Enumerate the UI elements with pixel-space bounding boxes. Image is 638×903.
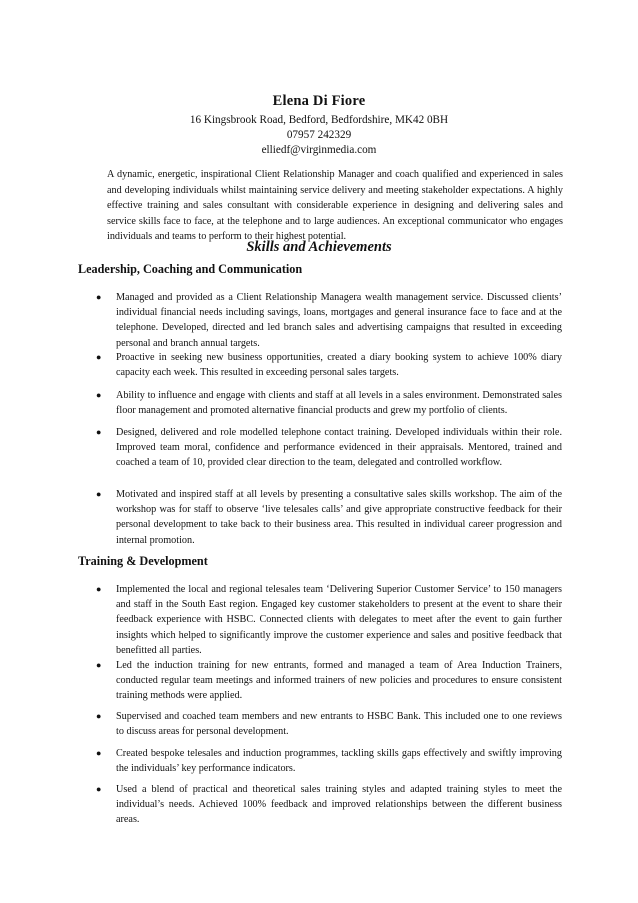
list-item xyxy=(96,582,562,658)
list-item xyxy=(96,658,562,704)
section-heading-training: Training & Development xyxy=(78,554,208,568)
skills-section-title: Skills and Achievements xyxy=(246,239,392,255)
list-item-text: Supervised and coached team members and new entrants to HSBC Bank. This included one to one reviews to discuss areas for personal development. xyxy=(116,711,562,738)
bullet-icon: ● xyxy=(96,390,102,400)
section-heading-leadership: Leadership, Coaching and Communication xyxy=(78,262,303,276)
list-item-text: Created bespoke telesales and induction programmes, tackling skills gaps effectively and swiftly improving the individuals’ key performance indicators. xyxy=(116,748,562,775)
list-item xyxy=(96,388,562,418)
bullet-icon: ● xyxy=(96,784,102,794)
address-line: 16 Kingsbrook Road, Bedford, Bedfordshire, MK42 0BH xyxy=(189,114,449,126)
list-item-text: Implemented the local and regional telesales team ‘Delivering Superior Customer Service’ to 150 managers and staff in the South East region. Engaged key customer stakeholders to present at the event to share their feedback experience with HSBC. Connected clients with delegates to meet after the event to gain further insights which helped to significantly improve the customer experience and sales and positive feedback that benefitted all parties. xyxy=(116,584,562,656)
list-item xyxy=(96,782,562,828)
list-item xyxy=(96,746,562,776)
list-item xyxy=(96,487,562,548)
candidate-name: Elena Di Fiore xyxy=(272,93,366,109)
list-item-text: Motivated and inspired staff at all levels by presenting a consultative sales skills workshop. The aim of the workshop was for staff to observe ‘live telesales calls’ and give appropriate constructive feedback for their personal development to take back to their business area. This resulted in individual career progression and internal promotion. xyxy=(116,489,562,546)
list-item xyxy=(96,350,562,380)
bullet-icon: ● xyxy=(96,748,102,758)
list-item xyxy=(96,425,562,471)
bullet-icon: ● xyxy=(96,711,102,721)
list-item-text: Used a blend of practical and theoretical sales training styles and adapted training styles to meet the individual’s needs. Achieved 100% feedback and improved relationships between the different business areas. xyxy=(116,784,562,826)
list-item-text: Proactive in seeking new business opportunities, created a diary booking system to achieve 100% diary capacity each week. This resulted in exceeding personal sales targets. xyxy=(116,352,562,379)
list-item xyxy=(96,290,562,351)
bullet-icon: ● xyxy=(96,489,102,499)
bullet-icon: ● xyxy=(96,584,102,594)
list-item xyxy=(96,709,562,739)
bullet-icon: ● xyxy=(96,352,102,362)
list-item-text: Designed, delivered and role modelled telephone contact training. Developed individuals within their role. Improved team moral, confidence and performance evidenced in their appraisals. Mentored, trained and coached a team of 10, provided clear direction to the team, delegated and controlled workflow. xyxy=(116,427,562,469)
bullet-icon: ● xyxy=(96,660,102,670)
bullet-icon: ● xyxy=(96,292,102,302)
email-line: elliedf@virginmedia.com xyxy=(261,144,377,156)
list-item-text: Ability to influence and engage with clients and staff at all levels in a sales environment. Demonstrated sales floor management and promoted alternative financial products and grew my portfolio of clients. xyxy=(116,390,562,417)
profile-summary: A dynamic, energetic, inspirational Client Relationship Manager and coach qualified and experienced in sales and developing individuals whilst maintaining service delivery and meeting stakeholder expectations. A highly effective training and sales consultant with considerable experience in designing and delivering sales and service skills face to face, at the telephone and to large audiences. An exceptional communicator who engages individuals and teams to perform to their highest potential. xyxy=(107,169,563,243)
phone-line: 07957 242329 xyxy=(286,129,352,141)
bullet-icon: ● xyxy=(96,427,102,437)
list-item-text: Managed and provided as a Client Relationship Managera wealth management service. Discussed clients’ individual financial needs including savings, loans, mortgages and general insurance face to face and at the telephone. Developed, directed and led branch sales and advertising campaigns that resulted in exceeding personal and branch annual targets. xyxy=(116,292,562,349)
list-item-text: Led the induction training for new entrants, formed and managed a team of Area Induction Trainers, conducted regular team meetings and informed trainers of new policies and procedures to ensure consistent training methods were applied. xyxy=(116,660,562,702)
